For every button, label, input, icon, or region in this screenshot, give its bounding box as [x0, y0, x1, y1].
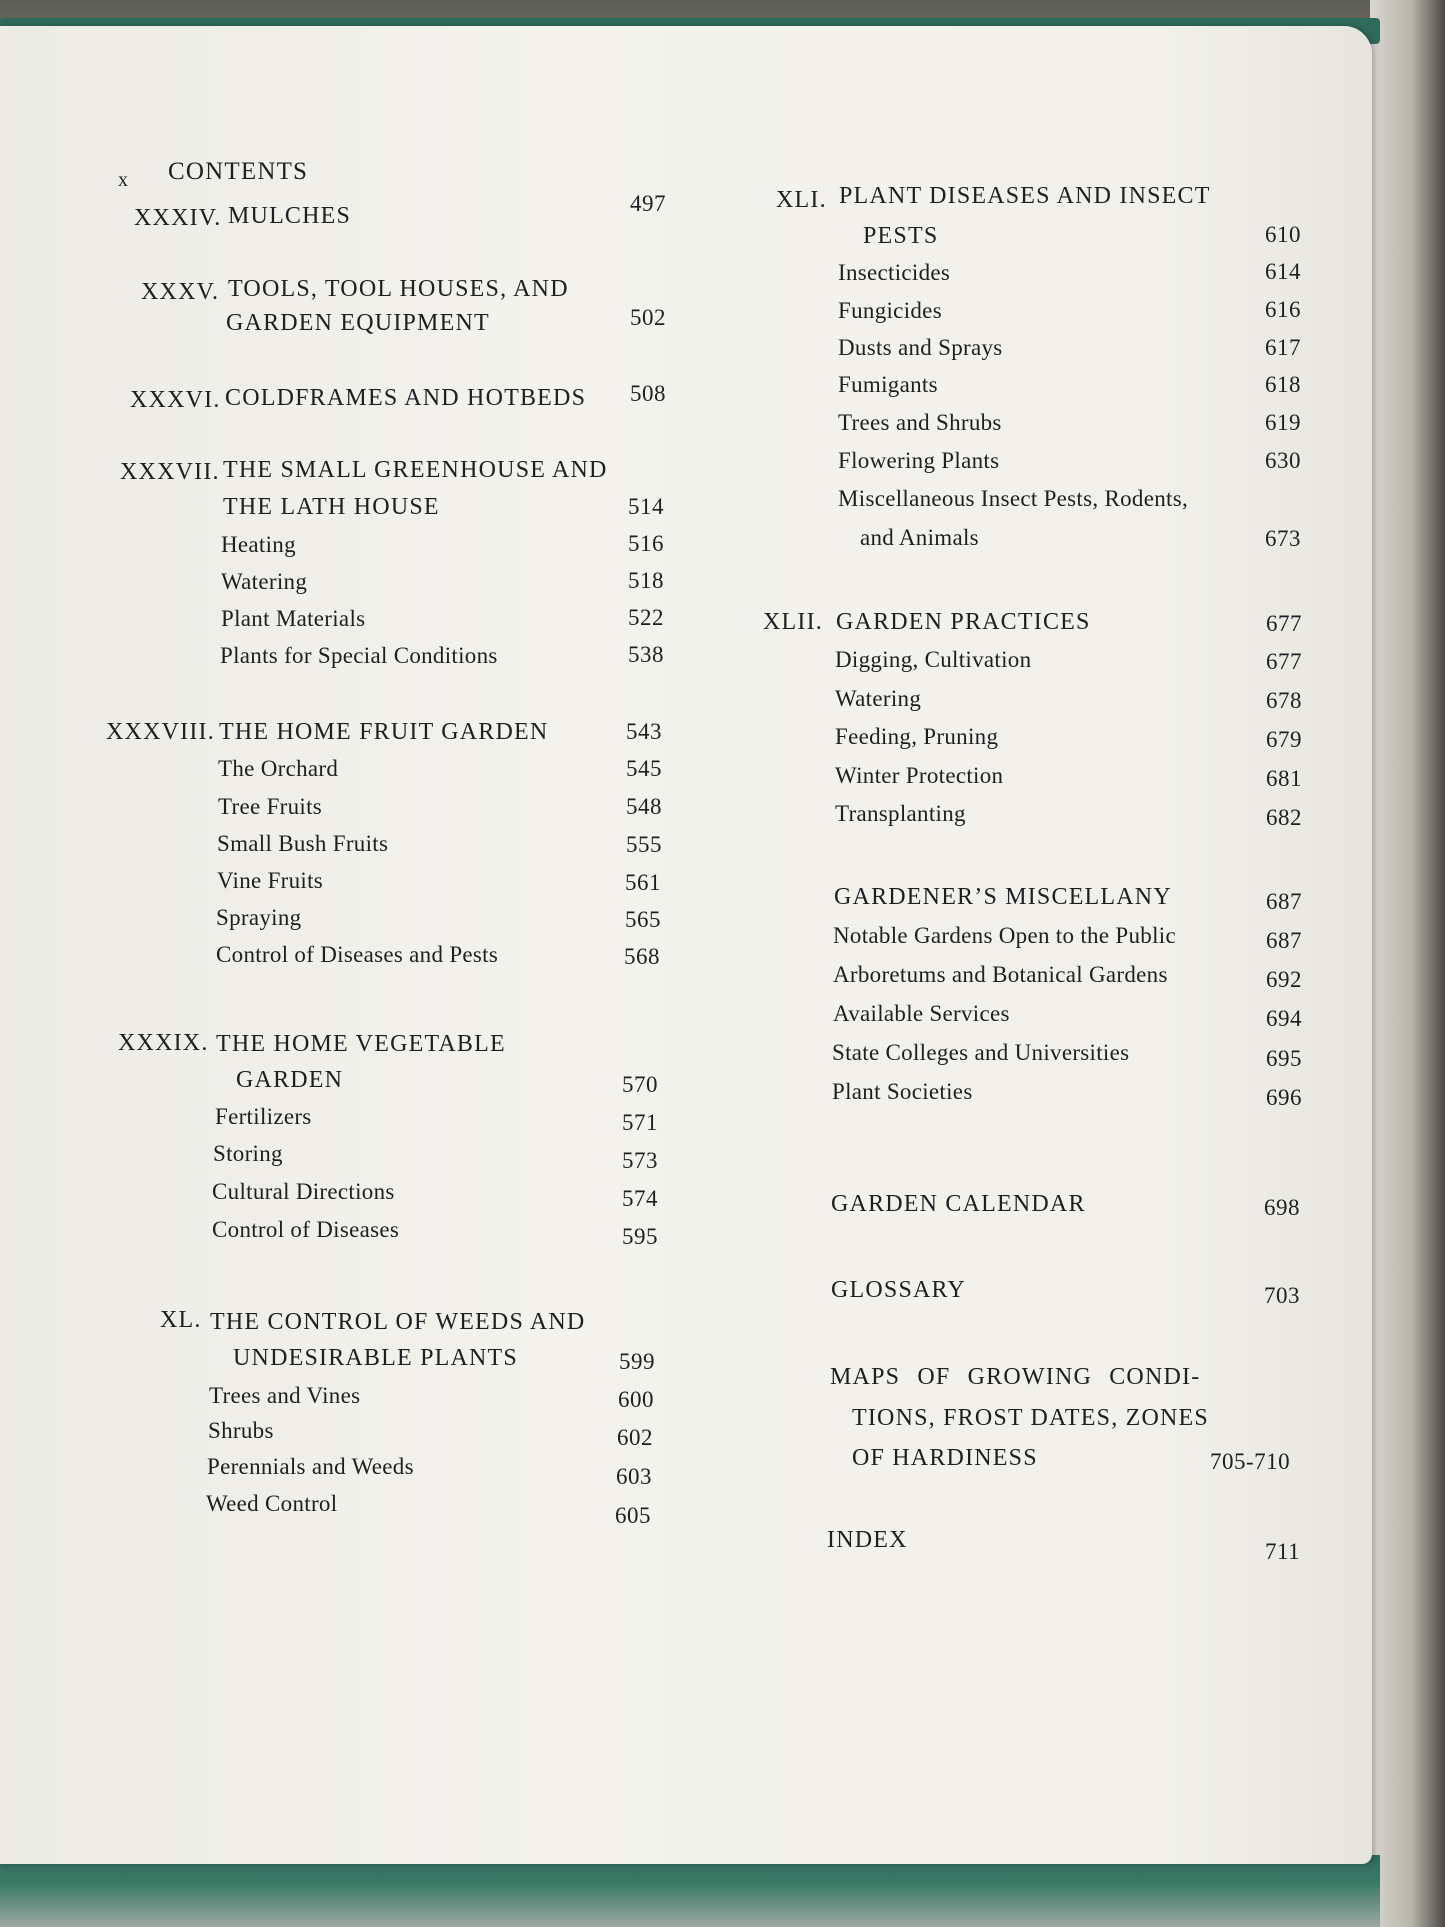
- contents-page: [0, 26, 1372, 1864]
- chapter-numeral: XXXIV.: [134, 205, 222, 231]
- chapter-page: 610: [1265, 222, 1301, 247]
- entry-page: 618: [1265, 372, 1301, 397]
- entry-page: 595: [622, 1224, 658, 1249]
- entry-page: 605: [615, 1503, 651, 1528]
- section-page: 705-710: [1210, 1449, 1291, 1474]
- chapter-page: 497: [630, 191, 666, 216]
- entry-label: Storing: [213, 1141, 283, 1166]
- entry-label: Feeding, Pruning: [835, 724, 999, 749]
- chapter-title-line1: THE SMALL GREENHOUSE AND: [223, 457, 608, 483]
- entry-label: Fungicides: [838, 298, 942, 323]
- entry-label: Weed Control: [206, 1491, 338, 1516]
- chapter-title-line1: PLANT DISEASES AND INSECT: [839, 183, 1211, 209]
- entry-page: 516: [628, 531, 664, 556]
- entry-page: 548: [626, 794, 662, 819]
- chapter-page: 508: [630, 381, 666, 406]
- entry-label: Fumigants: [838, 372, 938, 397]
- chapter-numeral: XL.: [160, 1307, 202, 1333]
- entry-page: 602: [617, 1425, 653, 1450]
- entry-page: 568: [624, 944, 660, 969]
- entry-page: 616: [1265, 297, 1301, 322]
- entry-label: Spraying: [216, 905, 302, 930]
- entry-label-line1: Miscellaneous Insect Pests, Rodents,: [838, 486, 1189, 511]
- entry-page: 692: [1266, 967, 1302, 992]
- entry-label: Plant Materials: [221, 606, 366, 631]
- entry-page: 603: [616, 1464, 652, 1489]
- entry-label: Trees and Shrubs: [838, 410, 1002, 435]
- chapter-title: COLDFRAMES AND HOTBEDS: [225, 385, 587, 411]
- entry-label: Digging, Cultivation: [835, 647, 1032, 672]
- section-title-line2: TIONS, FROST DATES, ZONES: [852, 1405, 1209, 1431]
- entry-label: Plants for Special Conditions: [220, 643, 498, 668]
- entry-page: 679: [1266, 727, 1302, 752]
- folio: x: [118, 169, 129, 191]
- entry-label-line2: and Animals: [860, 525, 979, 550]
- entry-label: Available Services: [833, 1001, 1010, 1026]
- entry-label: Perennials and Weeds: [207, 1454, 414, 1479]
- chapter-title-line1: THE CONTROL OF WEEDS AND: [210, 1309, 586, 1335]
- section-page: 698: [1264, 1195, 1300, 1220]
- chapter-numeral: XXXIX.: [118, 1030, 209, 1056]
- section-title: GLOSSARY: [831, 1277, 966, 1303]
- entry-label: Control of Diseases and Pests: [216, 942, 499, 967]
- running-head-title: CONTENTS: [168, 158, 309, 185]
- entry-label: State Colleges and Universities: [832, 1040, 1130, 1065]
- entry-page: 673: [1265, 526, 1301, 551]
- chapter-page: 543: [626, 719, 662, 744]
- entry-label: Arboretums and Botanical Gardens: [833, 962, 1168, 987]
- entry-label: Vine Fruits: [217, 868, 324, 893]
- chapter-title-line2: THE LATH HOUSE: [223, 494, 440, 520]
- chapter-title-line2: UNDESIRABLE PLANTS: [233, 1345, 518, 1371]
- section-page: 711: [1265, 1539, 1301, 1564]
- entry-label: Small Bush Fruits: [217, 831, 389, 856]
- entry-page: 695: [1266, 1046, 1302, 1071]
- entry-page: 571: [622, 1110, 658, 1135]
- entry-page: 565: [625, 907, 661, 932]
- section-title-line1: MAPS OF GROWING CONDI-: [830, 1364, 1201, 1390]
- entry-label: Notable Gardens Open to the Public: [833, 923, 1176, 948]
- entry-label: Tree Fruits: [218, 794, 323, 819]
- chapter-title: THE HOME FRUIT GARDEN: [219, 719, 549, 745]
- entry-page: 682: [1266, 805, 1302, 830]
- chapter-title-line1: THE HOME VEGETABLE: [216, 1031, 506, 1057]
- entry-page: 619: [1265, 410, 1301, 435]
- chapter-title-line2: GARDEN: [236, 1067, 344, 1093]
- section-title: GARDEN CALENDAR: [831, 1191, 1086, 1217]
- entry-page: 687: [1266, 928, 1302, 953]
- background-right: [1370, 0, 1445, 1927]
- chapter-numeral: XLI.: [776, 187, 827, 213]
- chapter-title: GARDEN PRACTICES: [836, 609, 1091, 635]
- entry-page: 573: [622, 1148, 658, 1173]
- entry-page: 574: [622, 1186, 658, 1211]
- entry-page: 545: [626, 756, 662, 781]
- chapter-title: MULCHES: [228, 203, 352, 229]
- chapter-title-line1: TOOLS, TOOL HOUSES, AND: [228, 276, 569, 302]
- entry-page: 681: [1266, 766, 1302, 791]
- entry-page: 694: [1266, 1006, 1302, 1031]
- entry-page: 600: [618, 1387, 654, 1412]
- entry-page: 677: [1266, 649, 1302, 674]
- chapter-numeral: XXXV.: [141, 279, 220, 305]
- entry-page: 555: [626, 832, 662, 857]
- chapter-title-line2: GARDEN EQUIPMENT: [226, 310, 490, 336]
- chapter-title-line2: PESTS: [863, 223, 939, 249]
- chapter-page: 502: [630, 305, 666, 330]
- section-title: INDEX: [827, 1527, 908, 1553]
- entry-label: Watering: [221, 569, 308, 594]
- chapter-numeral: XXXVII.: [120, 459, 220, 485]
- section-title: GARDENER’S MISCELLANY: [834, 884, 1172, 910]
- entry-page: 522: [628, 605, 664, 630]
- entry-page: 538: [628, 642, 664, 667]
- entry-label: Heating: [221, 532, 296, 557]
- entry-label: Fertilizers: [215, 1104, 312, 1129]
- entry-label: Control of Diseases: [212, 1217, 400, 1242]
- section-page: 703: [1264, 1283, 1300, 1308]
- entry-label: Shrubs: [208, 1418, 274, 1443]
- book-cover-edge-bottom: [0, 1855, 1380, 1927]
- entry-label: Flowering Plants: [838, 448, 1000, 473]
- chapter-numeral: XXXVIII.: [106, 719, 215, 745]
- entry-page: 561: [625, 870, 661, 895]
- entry-label: Plant Societies: [832, 1079, 973, 1104]
- entry-page: 617: [1265, 335, 1301, 360]
- section-title-line3: OF HARDINESS: [852, 1445, 1038, 1471]
- section-page: 687: [1266, 889, 1302, 914]
- entry-label: Insecticides: [838, 260, 951, 285]
- entry-page: 696: [1266, 1085, 1302, 1110]
- entry-page: 518: [628, 568, 664, 593]
- chapter-page: 677: [1266, 611, 1302, 636]
- entry-page: 678: [1266, 688, 1302, 713]
- entry-label: Watering: [835, 686, 922, 711]
- chapter-numeral: XXXVI.: [130, 387, 221, 413]
- chapter-page: 570: [622, 1072, 658, 1097]
- entry-label: Winter Protection: [835, 763, 1004, 788]
- entry-label: Transplanting: [835, 801, 966, 826]
- chapter-numeral: XLII.: [763, 609, 823, 635]
- chapter-page: 599: [619, 1349, 655, 1374]
- entry-label: Cultural Directions: [212, 1179, 395, 1204]
- entry-label: Trees and Vines: [209, 1383, 361, 1408]
- entry-label: The Orchard: [218, 756, 339, 781]
- chapter-page: 514: [628, 494, 664, 519]
- entry-page: 630: [1265, 448, 1301, 473]
- entry-label: Dusts and Sprays: [838, 335, 1003, 360]
- entry-page: 614: [1265, 259, 1301, 284]
